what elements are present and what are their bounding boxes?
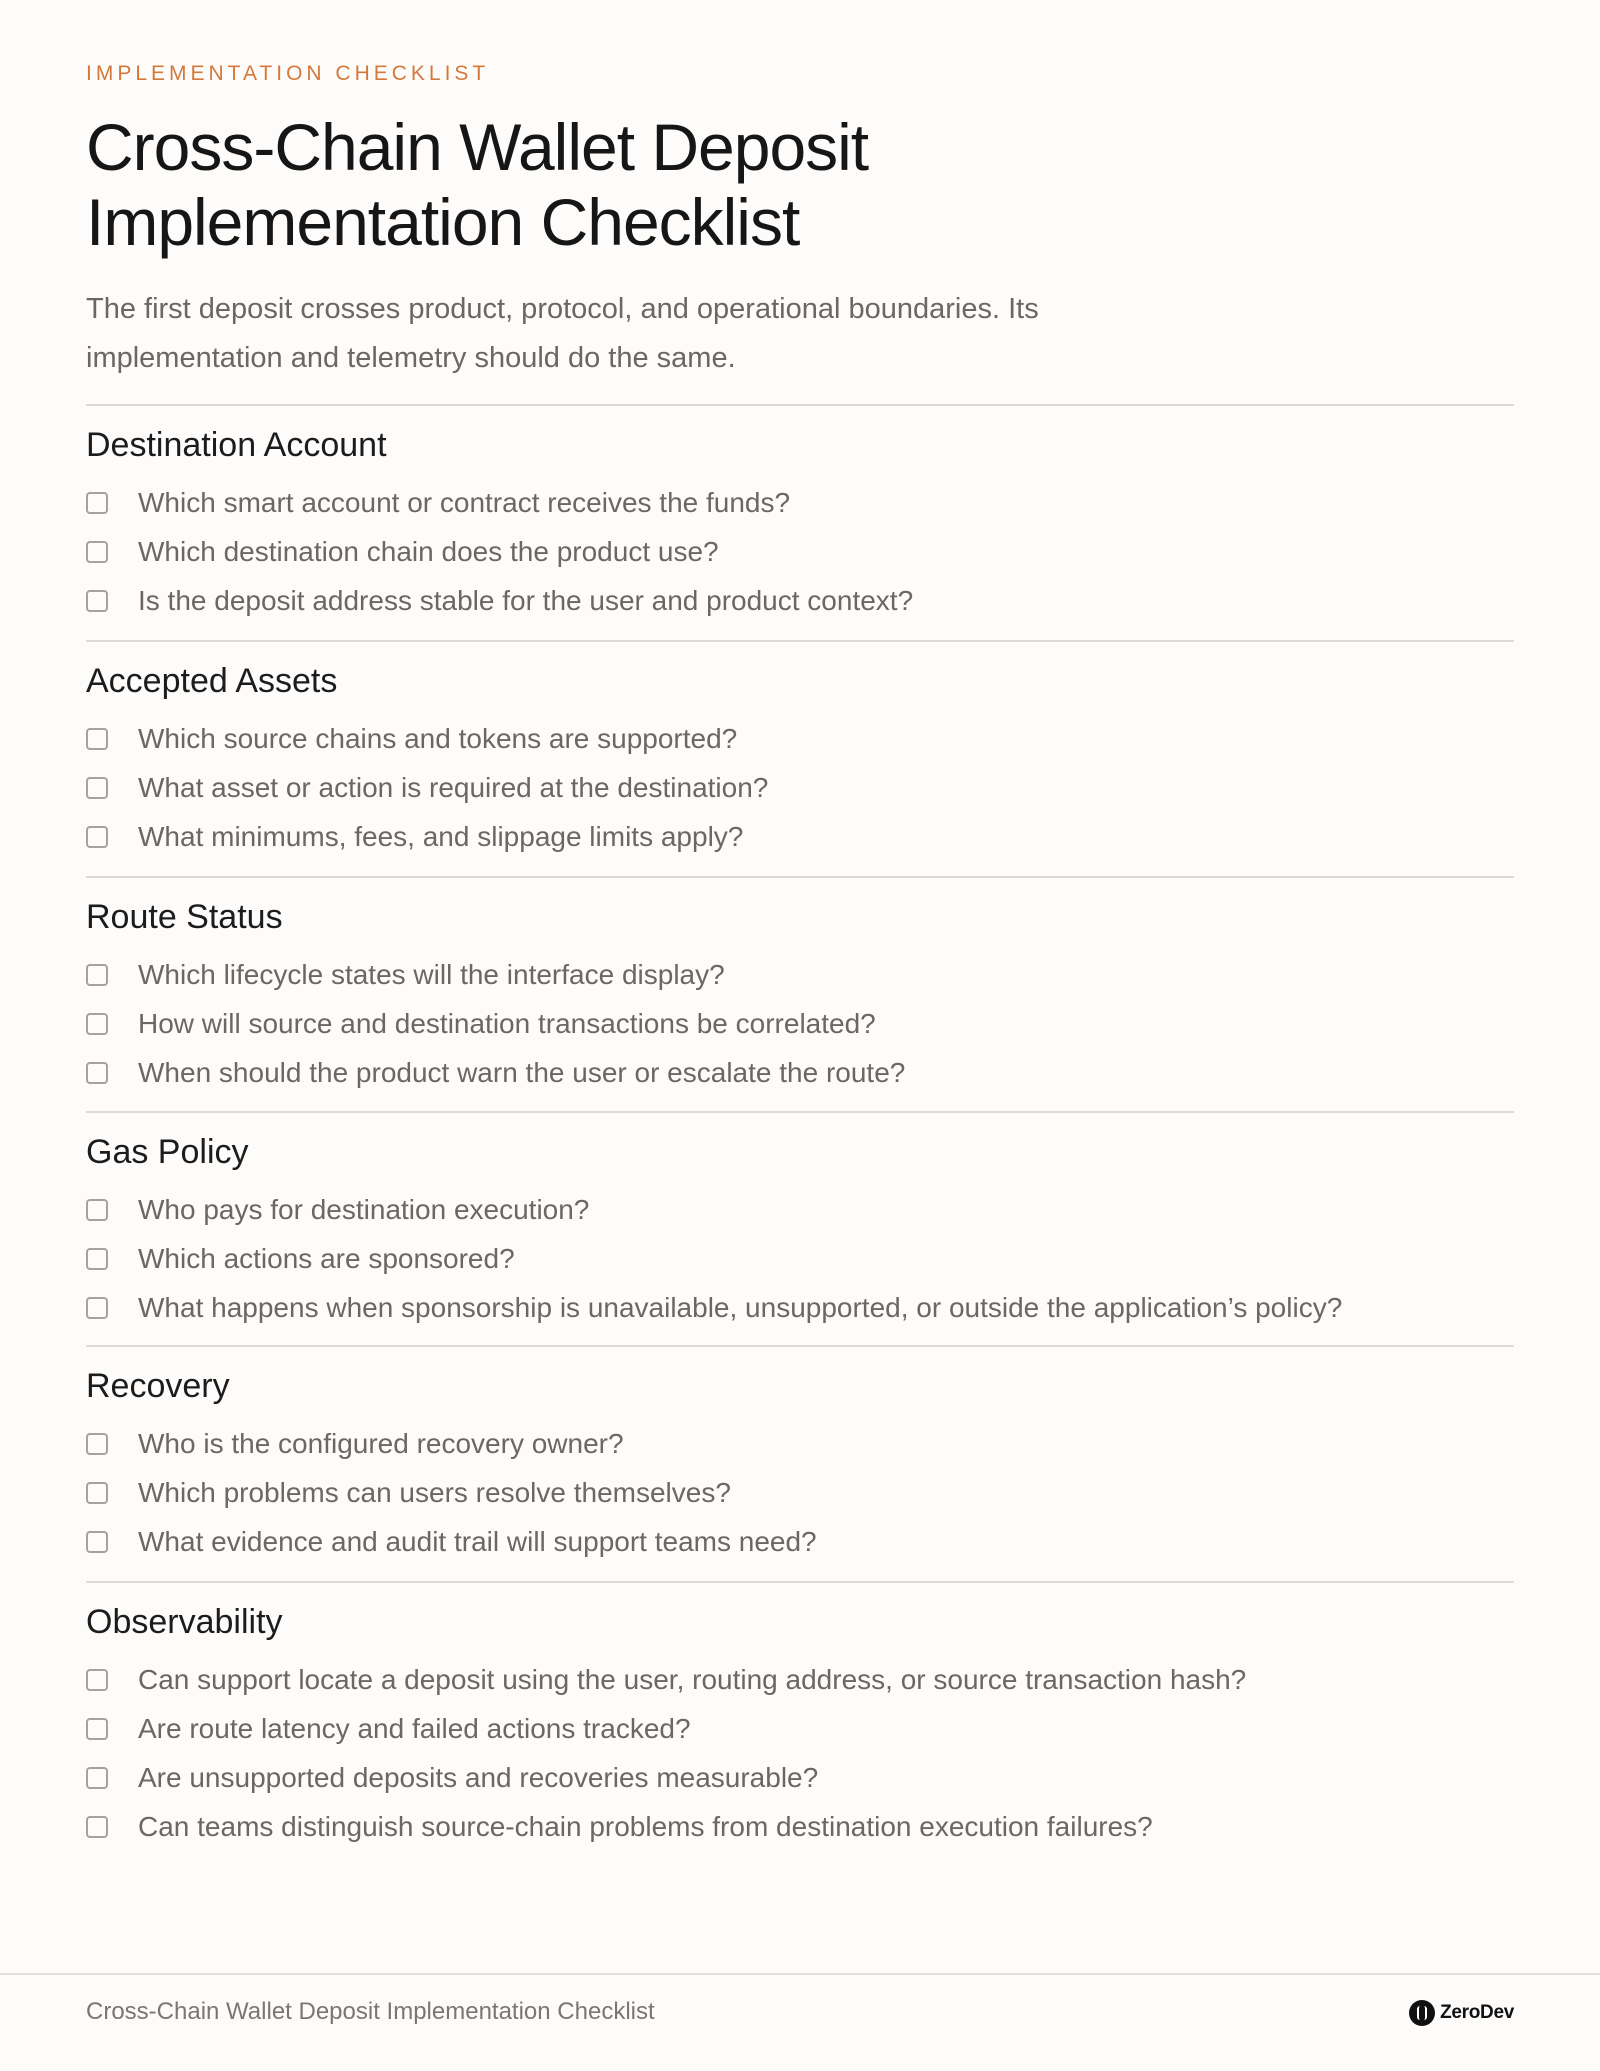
checklist-item-text: Who pays for destination execution? bbox=[138, 1194, 590, 1225]
checkbox[interactable] bbox=[86, 1482, 108, 1504]
checkbox[interactable] bbox=[86, 1531, 108, 1553]
checklist-item-text: What happens when sponsorship is unavailable, unsupported, or outside the application’s policy? bbox=[138, 1292, 1343, 1323]
section-divider bbox=[86, 1345, 1514, 1347]
section-divider bbox=[86, 1581, 1514, 1583]
section-title: Recovery bbox=[86, 1367, 230, 1405]
footer-divider bbox=[0, 1973, 1600, 1975]
page-subtitle-line-2: implementation and telemetry should do the same. bbox=[86, 342, 736, 374]
checklist-item bbox=[86, 1288, 1514, 1328]
page-title-line-2: Implementation Checklist bbox=[86, 185, 800, 259]
checklist-item bbox=[86, 719, 1514, 759]
checklist-item bbox=[86, 581, 1514, 621]
checklist-item bbox=[86, 1053, 1514, 1093]
section-title: Destination Account bbox=[86, 426, 387, 464]
checklist-item bbox=[86, 1660, 1514, 1700]
checklist-item-text: Can teams distinguish source-chain problems from destination execution failures? bbox=[138, 1811, 1153, 1842]
checklist-item-text: What asset or action is required at the destination? bbox=[138, 772, 769, 803]
checkbox[interactable] bbox=[86, 1718, 108, 1740]
page-subtitle bbox=[86, 285, 1166, 383]
checkbox[interactable] bbox=[86, 1297, 108, 1319]
checklist-item-text: Is the deposit address stable for the user and product context? bbox=[138, 585, 914, 616]
checklist-item-text: Which problems can users resolve themselves? bbox=[138, 1477, 731, 1508]
brand-name: ZeroDev bbox=[1440, 2002, 1514, 2023]
page-subtitle-line-1: The first deposit crosses product, protocol, and operational boundaries. Its bbox=[86, 293, 1039, 325]
brand-logo bbox=[1409, 1998, 1514, 2028]
checklist-item-text: Which destination chain does the product use? bbox=[138, 536, 719, 567]
page-title bbox=[86, 110, 1186, 260]
page-title-line-1: Cross-Chain Wallet Deposit bbox=[86, 110, 869, 184]
checkbox[interactable] bbox=[86, 1062, 108, 1084]
section-title: Observability bbox=[86, 1603, 283, 1641]
checklist-item bbox=[86, 483, 1514, 523]
checkbox[interactable] bbox=[86, 1199, 108, 1221]
checklist-item-text: When should the product warn the user or escalate the route? bbox=[138, 1057, 906, 1088]
checkbox[interactable] bbox=[86, 1669, 108, 1691]
checklist-item bbox=[86, 1807, 1514, 1847]
checkbox[interactable] bbox=[86, 728, 108, 750]
checkbox[interactable] bbox=[86, 1013, 108, 1035]
checklist-item bbox=[86, 1709, 1514, 1749]
checkbox[interactable] bbox=[86, 1248, 108, 1270]
footer-document-title: Cross-Chain Wallet Deposit Implementation Checklist bbox=[86, 1998, 655, 2025]
checklist-item-text: Which source chains and tokens are supported? bbox=[138, 723, 738, 754]
checklist-item-text: What minimums, fees, and slippage limits apply? bbox=[138, 821, 744, 852]
checklist-item bbox=[86, 1190, 1514, 1230]
checklist-item-text: Are unsupported deposits and recoveries measurable? bbox=[138, 1762, 819, 1793]
section-title: Route Status bbox=[86, 898, 283, 936]
checklist-item bbox=[86, 1758, 1514, 1798]
checklist-item-text: Are route latency and failed actions tracked? bbox=[138, 1713, 691, 1744]
checklist-item bbox=[86, 1424, 1514, 1464]
checklist-item-text: Which smart account or contract receives the funds? bbox=[138, 487, 791, 518]
checkbox[interactable] bbox=[86, 826, 108, 848]
section-divider bbox=[86, 1111, 1514, 1113]
checklist-item-text: Which actions are sponsored? bbox=[138, 1243, 515, 1274]
checklist-item bbox=[86, 532, 1514, 572]
section-divider bbox=[86, 640, 1514, 642]
checklist-item bbox=[86, 1239, 1514, 1279]
checklist-item bbox=[86, 817, 1514, 857]
section-divider bbox=[86, 876, 1514, 878]
zerodev-logo-icon bbox=[1409, 2000, 1435, 2026]
checklist-item bbox=[86, 1473, 1514, 1513]
checkbox[interactable] bbox=[86, 1767, 108, 1789]
eyebrow-label: IMPLEMENTATION CHECKLIST bbox=[86, 62, 490, 85]
checklist-item-text: Who is the configured recovery owner? bbox=[138, 1428, 624, 1459]
checklist-item-text: How will source and destination transactions be correlated? bbox=[138, 1008, 876, 1039]
section-title: Gas Policy bbox=[86, 1133, 249, 1171]
checkbox[interactable] bbox=[86, 964, 108, 986]
checkbox[interactable] bbox=[86, 541, 108, 563]
checkbox[interactable] bbox=[86, 1816, 108, 1838]
checklist-item bbox=[86, 1004, 1514, 1044]
checklist-item bbox=[86, 1522, 1514, 1562]
checklist-item-text: Can support locate a deposit using the user, routing address, or source transaction hash? bbox=[138, 1664, 1247, 1695]
checklist-item-text: What evidence and audit trail will support teams need? bbox=[138, 1526, 817, 1557]
section-divider bbox=[86, 404, 1514, 406]
checkbox[interactable] bbox=[86, 1433, 108, 1455]
checklist-item bbox=[86, 955, 1514, 995]
checkbox[interactable] bbox=[86, 777, 108, 799]
checkbox[interactable] bbox=[86, 492, 108, 514]
checklist-item-text: Which lifecycle states will the interface display? bbox=[138, 959, 725, 990]
checkbox[interactable] bbox=[86, 590, 108, 612]
checklist-item bbox=[86, 768, 1514, 808]
section-title: Accepted Assets bbox=[86, 662, 338, 700]
